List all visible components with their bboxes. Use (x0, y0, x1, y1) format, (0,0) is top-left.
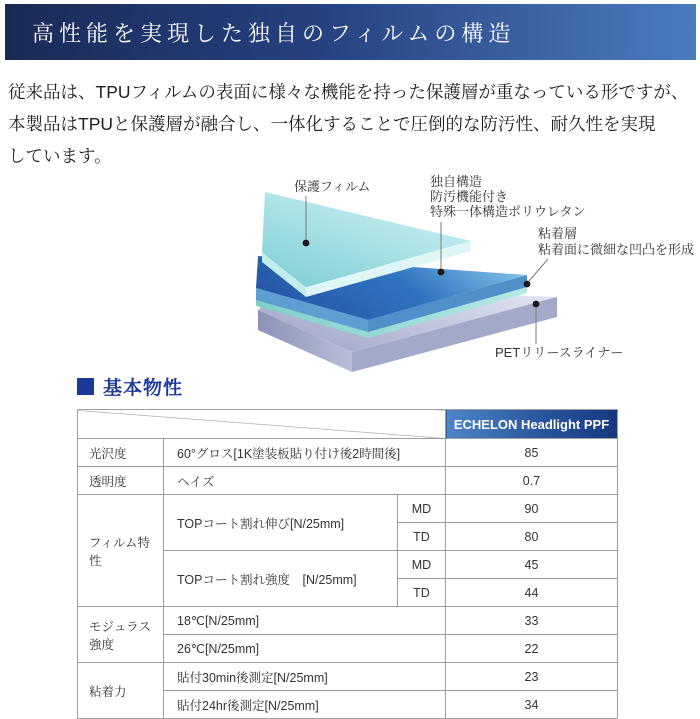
table-row (78, 495, 618, 523)
table-row (78, 439, 618, 467)
desc-cell: 26℃[N/25mm] (164, 635, 446, 663)
desc-cell: 18℃[N/25mm] (164, 607, 446, 635)
value-cell: 45 (446, 551, 618, 579)
desc-cell: 貼付30min後測定[N/25mm] (164, 663, 446, 691)
category-cell: フィルム特性 (78, 495, 164, 607)
header-band (5, 4, 696, 60)
label-polyurethane: 特殊一体構造ポリウレタン (430, 204, 586, 219)
desc-cell: ヘイズ (164, 467, 446, 495)
label-protective-film: 保護フィルム (294, 179, 371, 194)
category-cell: 光沢度 (78, 439, 164, 467)
value-cell: 85 (446, 439, 618, 467)
intro-paragraph (8, 76, 698, 172)
category-cell: 粘着力 (78, 663, 164, 719)
section-title-text: 基本物性 (103, 378, 184, 399)
value-cell: 34 (446, 691, 618, 719)
label-adhesive-detail: 粘着面に微細な凹凸を形成 (538, 242, 695, 257)
direction-cell: MD (398, 551, 446, 579)
intro-line-3: しています。 (8, 146, 112, 166)
label-unique-structure: 独自構造 (430, 174, 483, 189)
value-cell: 23 (446, 663, 618, 691)
value-cell: 33 (446, 607, 618, 635)
value-cell: 0.7 (446, 467, 618, 495)
direction-cell: MD (398, 495, 446, 523)
value-cell: 80 (446, 523, 618, 551)
table-row (78, 467, 618, 495)
desc-cell: 貼付24hr後測定[N/25mm] (164, 691, 446, 719)
desc-cell: TOPコート割れ伸び[N/25mm] (164, 495, 398, 551)
value-cell: 90 (446, 495, 618, 523)
section-square-icon (77, 378, 94, 395)
value-cell: 44 (446, 579, 618, 607)
diagonal-header-cell (78, 410, 446, 439)
category-cell: 透明度 (78, 467, 164, 495)
desc-cell: 60°グロス[1K塗装板貼り付け後2時間後] (164, 439, 446, 467)
table-row (78, 607, 618, 635)
label-adhesive-layer: 粘着層 (538, 226, 578, 241)
page-title: 高性能を実現した独自のフィルムの構造 (32, 21, 516, 47)
category-cell: モジュラス強度 (78, 607, 164, 663)
value-cell: 22 (446, 635, 618, 663)
direction-cell: TD (398, 523, 446, 551)
table-row (78, 663, 618, 691)
intro-line-1: 従来品は、TPUフィルムの表面に様々な機能を持った保護層が重なっている形ですが、 (8, 82, 689, 102)
film-structure-diagram (0, 170, 700, 375)
direction-cell: TD (398, 579, 446, 607)
intro-line-2: 本製品はTPUと保護層が融合し、一体化することで圧倒的な防汚性、耐久性を実現 (8, 114, 656, 134)
section-title (77, 373, 183, 400)
label-antifouling: 防汚機能付き (430, 189, 509, 204)
table-header-row (78, 410, 618, 439)
desc-cell: TOPコート割れ強度 [N/25mm] (164, 551, 398, 607)
product-column-header: ECHELON Headlight PPF (446, 410, 618, 439)
label-pet-release-liner: PETリリースライナー (495, 345, 624, 360)
basic-properties-table (77, 409, 618, 719)
